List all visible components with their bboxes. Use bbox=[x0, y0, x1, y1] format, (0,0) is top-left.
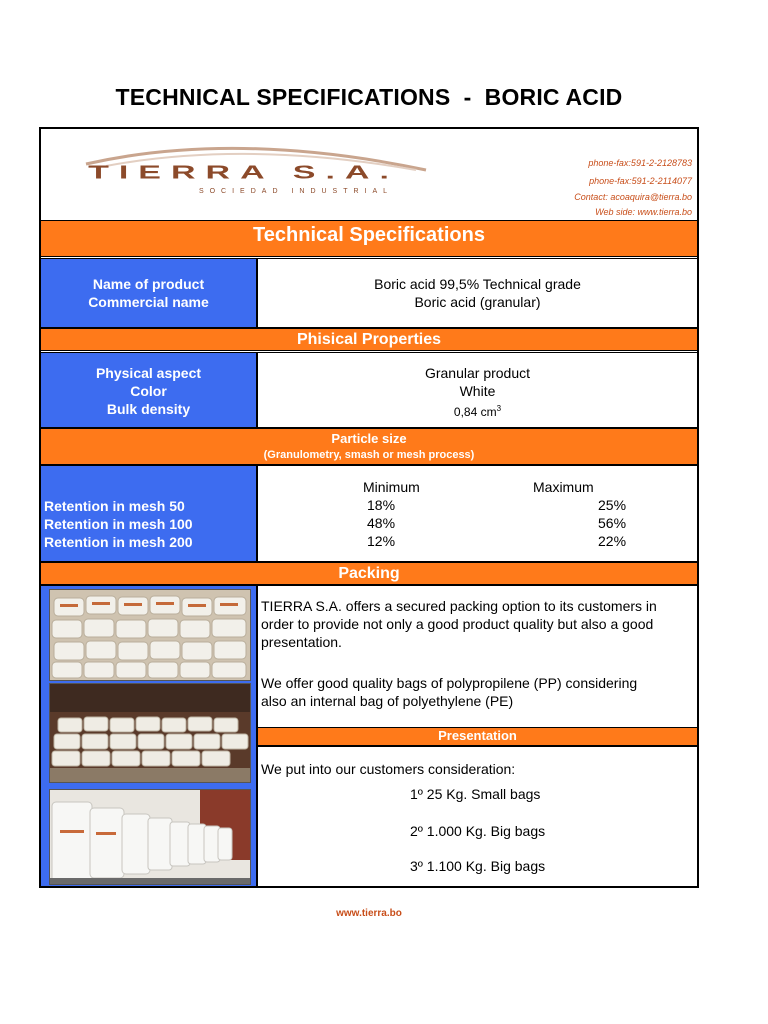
particle-row-labels bbox=[40, 465, 257, 562]
max-mesh-200: 22% bbox=[598, 533, 627, 549]
min-mesh-100: 48% bbox=[367, 515, 396, 531]
document-title: TECHNICAL SPECIFICATIONS - BORIC ACID bbox=[115, 84, 623, 110]
product-values bbox=[257, 258, 698, 328]
photo-small-bags bbox=[49, 589, 251, 681]
physical-values bbox=[257, 352, 698, 428]
label-color: Color bbox=[130, 383, 167, 399]
section-presentation: Presentation bbox=[257, 727, 698, 746]
label-mesh-200: Retention in mesh 200 bbox=[44, 534, 193, 550]
value-color: White bbox=[459, 383, 496, 399]
logo-text: TIERRA S.A. bbox=[88, 162, 399, 183]
section-technical-specifications: Technical Specifications bbox=[40, 220, 698, 257]
packing-photos-panel bbox=[40, 585, 257, 887]
label-mesh-50: Retention in mesh 50 bbox=[44, 498, 185, 514]
value-product-name: Boric acid 99,5% Technical grade bbox=[374, 276, 581, 292]
value-bulk-density: 0,84 $cm^3$ bbox=[453, 404, 502, 419]
particle-size-subtitle: (Granulometry, smash or mesh process) bbox=[263, 449, 475, 461]
contact-phone-2: phone-fax:591-2-2114077 bbox=[589, 176, 692, 186]
product-labels bbox=[40, 258, 257, 328]
label-mesh-100: Retention in mesh 100 bbox=[44, 516, 193, 532]
max-mesh-100: 56% bbox=[598, 515, 627, 531]
physical-labels bbox=[40, 352, 257, 428]
header-minimum: Minimum bbox=[363, 479, 420, 495]
particle-values bbox=[257, 465, 698, 562]
contact-website: Web side: www.tierra.bo bbox=[595, 207, 692, 217]
photo-warehouse-image-icon bbox=[50, 684, 251, 783]
min-mesh-200: 12% bbox=[367, 533, 396, 549]
header-maximum: Maximum bbox=[533, 479, 594, 495]
section-particle-size bbox=[40, 428, 698, 465]
presentation-item-3: 3º 1.100 Kg. Big bags bbox=[410, 858, 546, 874]
max-mesh-50: 25% bbox=[598, 497, 627, 513]
section-packing: Packing bbox=[40, 562, 698, 585]
presentation-item-2: 2º 1.000 Kg. Big bags bbox=[410, 823, 546, 839]
photo-warehouse-bags bbox=[49, 683, 251, 783]
packing-paragraph-1: TIERRA S.A. offers a secured packing option to its customers in order to provide not only a good product quality but also a good presentation. bbox=[261, 598, 657, 650]
label-physical-aspect: Physical aspect bbox=[95, 365, 202, 381]
contact-phone-1: phone-fax:591-2-2128783 bbox=[588, 158, 692, 168]
photo-big-bags bbox=[49, 789, 251, 885]
contact-email: Contact: acoaquira@tierra.bo bbox=[574, 192, 692, 202]
presentation-intro: We put into our customers consideration: bbox=[261, 761, 516, 777]
value-commercial-name: Boric acid (granular) bbox=[414, 294, 541, 310]
packing-paragraph-2: We offer good quality bags of polypropilene (PP) considering also an internal bag of polyethylene (PE) bbox=[261, 675, 638, 709]
photo-small-bags-image-icon bbox=[50, 590, 251, 681]
packing-description bbox=[257, 585, 698, 728]
presentation-item-1: 1º 25 Kg. Small bags bbox=[410, 786, 541, 802]
footer-website: www.tierra.bo bbox=[336, 908, 402, 919]
presentation-box bbox=[257, 746, 698, 887]
section-physical-properties: Phisical Properties bbox=[40, 328, 698, 351]
label-bulk-density: Bulk density bbox=[106, 401, 191, 417]
photo-big-bags-image-icon bbox=[50, 790, 251, 885]
logo-subtitle: SOCIEDAD INDUSTRIAL bbox=[198, 188, 394, 195]
min-mesh-50: 18% bbox=[367, 497, 396, 513]
value-physical-aspect: Granular product bbox=[424, 365, 531, 381]
label-name-of-product: Name of product bbox=[92, 276, 205, 292]
company-logo bbox=[46, 136, 441, 208]
particle-size-title: Particle size bbox=[331, 431, 407, 446]
label-commercial-name: Commercial name bbox=[88, 294, 209, 310]
